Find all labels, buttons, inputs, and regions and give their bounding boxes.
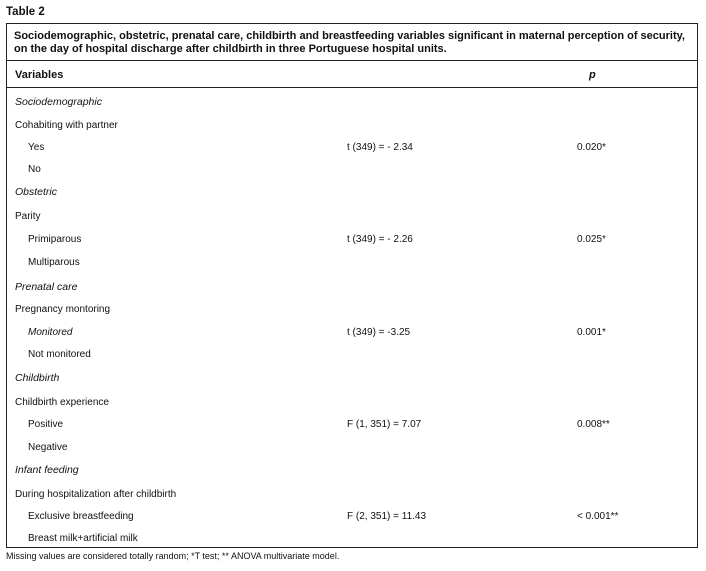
table-row <box>7 533 697 549</box>
table-row <box>7 142 697 158</box>
category-label: Primiparous <box>28 234 82 245</box>
section-label: Childbirth <box>15 372 60 384</box>
header-rule <box>7 87 697 88</box>
table-row <box>7 186 697 202</box>
table-row <box>7 304 697 320</box>
table-row <box>7 234 697 250</box>
table-caption: Sociodemographic, obstetric, prenatal care, childbirth and breastfeeding variables significant in maternal perception of security, on the day of hospital discharge after childbirth in three Portuguese hospital units. <box>14 30 685 55</box>
variable-label: Cohabiting with partner <box>15 120 118 131</box>
p-value: < 0.001** <box>577 511 619 522</box>
section-label: Sociodemographic <box>15 96 102 108</box>
table-row <box>7 164 697 180</box>
p-value: 0.008** <box>577 419 610 430</box>
table-row <box>7 397 697 413</box>
caption-rule <box>7 60 697 61</box>
test-statistic: F (2, 351) = 11.43 <box>347 511 427 522</box>
variable-label: Childbirth experience <box>15 397 109 408</box>
test-statistic: t (349) = - 2.34 <box>347 142 413 153</box>
category-label: Breast milk+artificial milk <box>28 533 138 544</box>
table-row <box>7 464 697 480</box>
test-statistic: t (349) = - 2.26 <box>347 234 413 245</box>
category-label: No <box>28 164 41 175</box>
category-label: Yes <box>28 142 45 153</box>
test-statistic: t (349) = -3.25 <box>347 327 411 338</box>
table-row <box>7 211 697 227</box>
header-p: p <box>589 69 596 81</box>
category-label: Not monitored <box>28 349 91 360</box>
category-label: Exclusive breastfeeding <box>28 511 134 522</box>
table-label: Table 2 <box>6 6 45 18</box>
category-label: Positive <box>28 419 64 430</box>
table-row <box>7 442 697 458</box>
category-label: Negative <box>28 442 68 453</box>
table-row <box>7 419 697 435</box>
p-value: 0.025* <box>577 234 606 245</box>
category-label: Multiparous <box>28 257 80 268</box>
table-row <box>7 327 697 343</box>
category-label: Monitored <box>28 327 73 338</box>
variable-label: Parity <box>15 211 41 222</box>
p-value: 0.020* <box>577 142 606 153</box>
table-row <box>7 511 697 527</box>
p-value: 0.001* <box>577 327 606 338</box>
table-row <box>7 349 697 365</box>
table-row <box>7 257 697 273</box>
variable-label: During hospitalization after childbirth <box>15 489 177 500</box>
table-row <box>7 372 697 388</box>
table-row <box>7 96 697 112</box>
table-row <box>7 120 697 136</box>
section-label: Obstetric <box>15 186 58 198</box>
section-label: Infant feeding <box>15 464 79 476</box>
variable-label: Pregnancy montoring <box>15 304 111 315</box>
table-footnote: Missing values are considered totally random; *T test; ** ANOVA multivariate model. <box>6 551 340 561</box>
test-statistic: F (1, 351) = 7.07 <box>347 419 422 430</box>
table-row <box>7 489 697 505</box>
section-label: Prenatal care <box>15 281 78 293</box>
header-variables: Variables <box>15 69 64 81</box>
table-row <box>7 281 697 297</box>
